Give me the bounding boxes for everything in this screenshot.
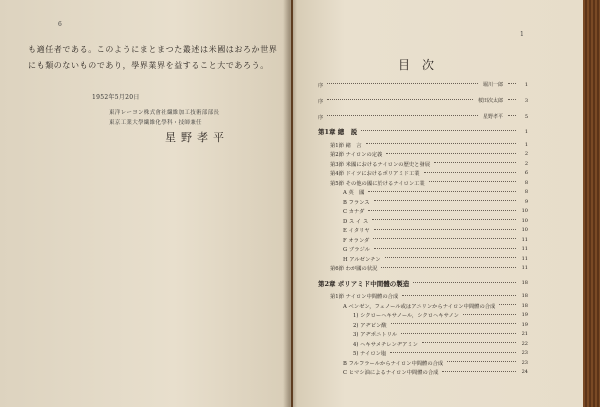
- toc-leader-dots: [499, 304, 516, 305]
- toc-leader-dots: [391, 323, 516, 324]
- toc-entry: [343, 254, 528, 263]
- toc-entry-label: A ベンゼン，フェノール或はアニリンからナイロン中間體の合成: [343, 303, 496, 310]
- toc-entry-page: 23: [521, 350, 528, 356]
- toc-entry: [343, 216, 528, 225]
- toc-leader-dots: [413, 282, 516, 283]
- toc-entry: [330, 264, 528, 273]
- toc-entry-page: 11: [521, 236, 528, 243]
- author-affiliation-2: 東京工業大學繊維化學科・技師兼任: [109, 120, 202, 126]
- toc-entry-page: 10: [521, 227, 528, 233]
- toc-entry: [353, 330, 528, 339]
- toc-entry: [318, 80, 528, 89]
- author-signature: 星野孝平: [165, 131, 229, 144]
- toc-leader-dots: [424, 172, 516, 173]
- book-gutter: [283, 0, 297, 407]
- toc-entry-label: F オランダ: [343, 237, 370, 244]
- toc-entry-page: 22: [521, 340, 528, 347]
- toc-leader-dots: [508, 99, 516, 100]
- toc-entry-label: 2) アヂピン酸: [353, 322, 387, 329]
- toc-entry-label: 第1章 總 説: [318, 128, 358, 136]
- toc-entry-label: 第6節 わが國の状況: [330, 266, 378, 272]
- left-page-number: 6: [58, 21, 62, 28]
- toc-leader-dots: [434, 162, 516, 163]
- toc-entry-label: 5) ナイロン塩: [353, 351, 387, 357]
- toc-entry-page: 19: [521, 312, 528, 318]
- toc-entry-label: 序: [318, 114, 324, 121]
- toc-leader-dots: [386, 153, 516, 154]
- toc-leader-dots: [361, 130, 516, 131]
- toc-entry: [343, 301, 528, 310]
- toc-entry: [343, 358, 528, 367]
- toc-entry-page: 3: [524, 97, 528, 104]
- toc-entry: [330, 159, 528, 168]
- toc-entry-page: 19: [521, 321, 528, 328]
- toc-leader-dots: [374, 229, 516, 230]
- toc-entry: [343, 207, 528, 216]
- page-edges: [583, 0, 600, 407]
- preface-date: 1952年5月20日: [92, 94, 140, 101]
- toc-entry: [330, 140, 528, 149]
- toc-entry-label: 3) アヂポニトリル: [353, 332, 398, 338]
- toc-entry: [343, 226, 528, 235]
- toc-entry-page: 21: [521, 331, 528, 337]
- toc-entry: [343, 245, 528, 254]
- toc-entry-label: 第1節 ナイロン中間體の合成: [330, 294, 399, 300]
- toc-leader-dots: [373, 238, 516, 239]
- toc-entry: [343, 235, 528, 244]
- toc-entry: [330, 169, 528, 178]
- toc-leader-dots: [366, 143, 516, 144]
- toc-entry-label: B フルフラールからナイロン中間體の合成: [343, 360, 444, 367]
- toc-entry-label: C カナダ: [343, 209, 365, 215]
- toc-entry: [343, 368, 528, 377]
- toc-entry-label: 第2章 ポリアミド中間體の製造: [318, 279, 410, 288]
- toc-entry: [318, 112, 528, 121]
- toc-entry: [330, 292, 528, 301]
- body-line-2: にも類のないものであり，學界業界を益すること大であろう。: [28, 61, 269, 70]
- toc-entry-author: 堀川一郎: [482, 82, 503, 88]
- toc-entry-label: 第2節 ナイロンの定義: [330, 152, 383, 158]
- toc-entry: [353, 311, 528, 320]
- toc-leader-dots: [402, 295, 516, 296]
- toc-entry-label: 序: [318, 98, 324, 105]
- right-page-number: 1: [520, 31, 524, 38]
- toc-entry: [318, 279, 528, 288]
- toc-entry-page: 6: [524, 170, 528, 176]
- body-line-1: も適任者である。このようにまとまつた叢述は米國はおろか世界: [28, 45, 278, 54]
- toc-leader-dots: [442, 371, 516, 372]
- toc-entry-page: 11: [521, 255, 528, 262]
- toc-entry: [318, 96, 528, 105]
- toc-entry-page: 2: [524, 160, 528, 167]
- toc-leader-dots: [327, 99, 473, 100]
- toc-entry-page: 18: [521, 293, 528, 299]
- toc-entry: [343, 197, 528, 206]
- toc-entry-page: 8: [524, 189, 528, 195]
- toc-entry: [353, 339, 528, 348]
- toc-entry-page: 1: [524, 81, 528, 88]
- toc-leader-dots: [374, 248, 516, 249]
- toc-entry-label: G ブラジル: [343, 247, 370, 253]
- toc-leader-dots: [508, 115, 516, 116]
- toc-entry-page: 5: [524, 113, 528, 120]
- toc-entry-author: 桜田次太郎: [477, 98, 503, 104]
- toc-leader-dots: [372, 219, 516, 220]
- toc-entry: [318, 127, 528, 136]
- toc-leader-dots: [508, 83, 516, 84]
- toc-entry-page: 24: [521, 369, 528, 375]
- toc-leader-dots: [368, 210, 516, 211]
- toc-leader-dots: [401, 333, 516, 334]
- toc-leader-dots: [429, 181, 516, 182]
- toc-entry-label: H アルゼンチン: [343, 256, 381, 263]
- toc-entry-page: 1: [524, 141, 528, 148]
- toc-entry-label: 第5節 その他の國に於けるナイロン工業: [330, 180, 425, 187]
- toc-entry-author: 星野孝平: [482, 114, 503, 120]
- toc-leader-dots: [374, 200, 516, 201]
- toc-entry-label: A 英 國: [343, 190, 365, 196]
- toc-leader-dots: [447, 361, 516, 362]
- toc-leader-dots: [381, 267, 516, 268]
- toc-entry-page: 11: [521, 246, 528, 252]
- toc-entry-page: 18: [521, 280, 528, 286]
- toc-leader-dots: [390, 352, 516, 353]
- toc-entry-label: 序: [318, 82, 324, 89]
- toc-entry-page: 1: [524, 128, 528, 135]
- toc-entry-label: C ヒマシ油によるナイロン中間體の合成: [343, 370, 439, 376]
- toc-leader-dots: [368, 191, 516, 192]
- toc-entry-page: 18: [521, 302, 528, 309]
- author-affiliation-1: 東洋レーヨン株式會社繊維加工技術部部長: [109, 110, 220, 116]
- toc-entry-label: E イタリヤ: [343, 228, 370, 234]
- toc-entry-label: 第4節 ドイツにおけるポリアミド工業: [330, 171, 420, 177]
- toc-entry-page: 11: [521, 265, 528, 271]
- toc-entry-label: 第1節 緒 言: [330, 142, 362, 149]
- toc-entry-label: 1) シクローヘキサノール，シクロヘキサノン: [353, 313, 459, 319]
- toc-entry: [353, 320, 528, 329]
- toc-entry-label: 4) ヘキサメチレンヂアミン: [353, 341, 418, 348]
- toc-entry: [353, 349, 528, 358]
- toc-entry-page: 10: [521, 208, 528, 214]
- toc-entry: [330, 178, 528, 187]
- toc-leader-dots: [327, 115, 478, 116]
- toc-entry-page: 8: [524, 179, 528, 186]
- toc-entry: [343, 188, 528, 197]
- toc-leader-dots: [422, 342, 516, 343]
- toc-leader-dots: [327, 83, 478, 84]
- toc-entry-page: 9: [524, 198, 528, 205]
- toc-entry-page: 23: [521, 359, 528, 366]
- toc-entry-page: 10: [521, 217, 528, 224]
- toc-entry: [330, 150, 528, 159]
- toc-entry-label: D ス イ ス: [343, 218, 369, 225]
- toc-entry-label: 第3節 米國におけるナイロンの歴史と發展: [330, 161, 431, 168]
- toc-leader-dots: [385, 257, 516, 258]
- toc-leader-dots: [463, 314, 516, 315]
- toc-entry-label: B フランス: [343, 199, 370, 206]
- toc-entry-page: 2: [524, 151, 528, 157]
- toc-title: 目次: [398, 58, 447, 72]
